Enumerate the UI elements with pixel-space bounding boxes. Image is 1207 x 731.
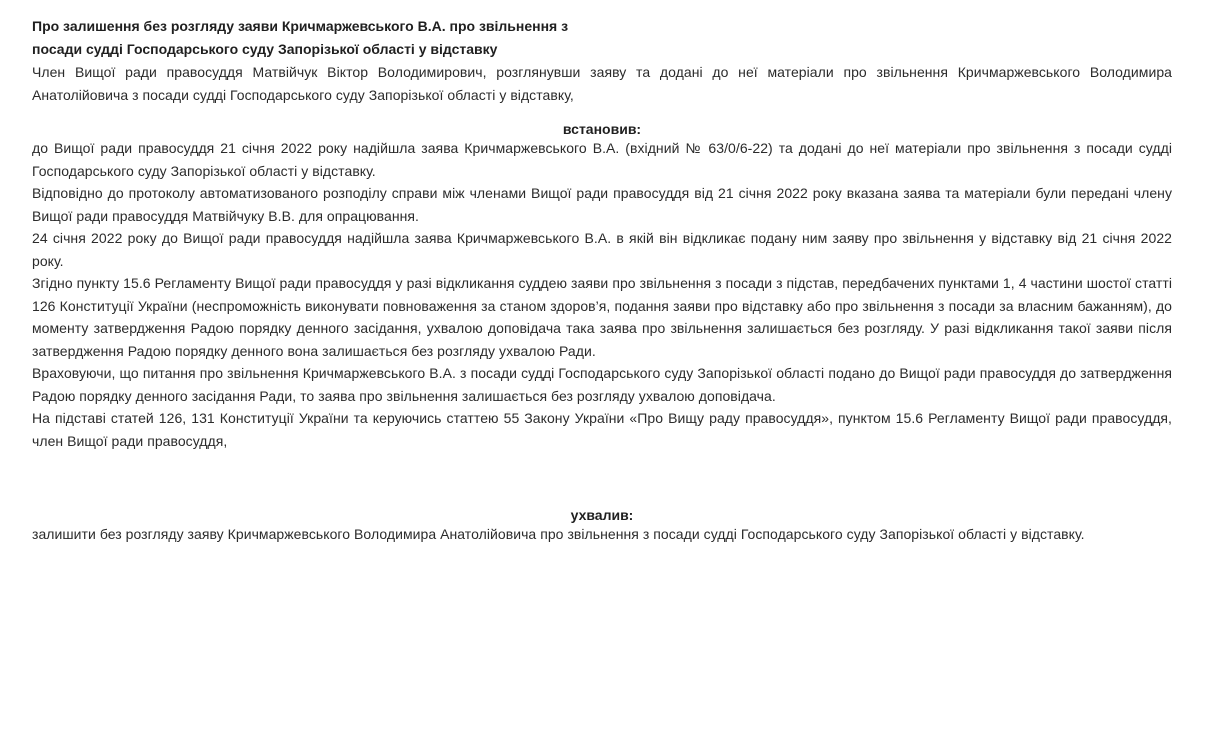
paragraph-2: Відповідно до протоколу автоматизованого розподілу справи між членами Вищої ради правосуддя від 21 січня 2022 року вказана заява та матеріали були передані члену Вищої ради правосуддя Матвійчуку В.В. для опрацювання. [32,185,1172,224]
paragraph-3: 24 січня 2022 року до Вищої ради правосуддя надійшла заява Кричмаржевського В.А. в якій він відкликає подану ним заяву про звільнення у відставку від 21 січня 2022 року. [32,230,1172,269]
intro-paragraph: Член Вищої ради правосуддя Матвійчук Віктор Володимирович, розглянувши заяву та додані до неї матеріали про звільнення Кричмаржевського Володимира Анатолійовича з посади судді Господарського суду Запорізької області у відставку, [32,64,1172,103]
paragraph-6: На підставі статей 126, 131 Конституції України та керуючись статтею 55 Закону України «Про Вищу раду правосуддя», пунктом 15.6 Регламенту Вищої ради правосуддя, член Вищої ради правосуддя, [32,410,1172,449]
document-title [32,15,592,61]
title-line-1: Про залишення без розгляду заяви Кричмаржевського В.А. про звільнення з [32,18,569,34]
resolution-paragraph: залишити без розгляду заяву Кричмаржевського Володимира Анатолійовича про звільнення з посади судді Господарського суду Запорізької області у відставку. [32,526,1085,542]
title-line-2: посади судді Господарського суду Запорізької області у відставку [32,41,498,57]
heading-resolved: ухвалив: [570,507,634,523]
paragraph-5: Враховуючи, що питання про звільнення Кричмаржевського В.А. з посади судді Господарського суду Запорізької області подано до Вищої ради правосуддя до затвердження Радою порядку денного засідання Ради, то заява про звільнення залишається без розгляду ухвалою доповідача. [32,365,1172,404]
paragraph-4: Згідно пункту 15.6 Регламенту Вищої ради правосуддя у разі відкликання суддею заяви про звільнення з посади з підстав, передбачених пунктами 1, 4 частини шостої статті 126 Конституції України (неспроможність виконувати повноваження за станом здоров’я, подання заяви про відставку або про звільнення з посади за власним бажанням), до моменту затвердження Радою порядку денного засідання, ухвалою доповідача така заява про звільнення залишається без розгляду. У разі відкликання такої заяви після затвердження Радою порядку денного вона залишається без розгляду ухвалою Ради. [32,275,1172,359]
paragraph-1: до Вищої ради правосуддя 21 січня 2022 року надійшла заява Кричмаржевського В.А. (вхідний № 63/0/6-22) та додані до неї матеріали про звільнення з посади судді Господарського суду Запорізької області у відставку. [32,140,1172,179]
heading-established: встановив: [562,121,642,137]
document [32,0,1172,546]
